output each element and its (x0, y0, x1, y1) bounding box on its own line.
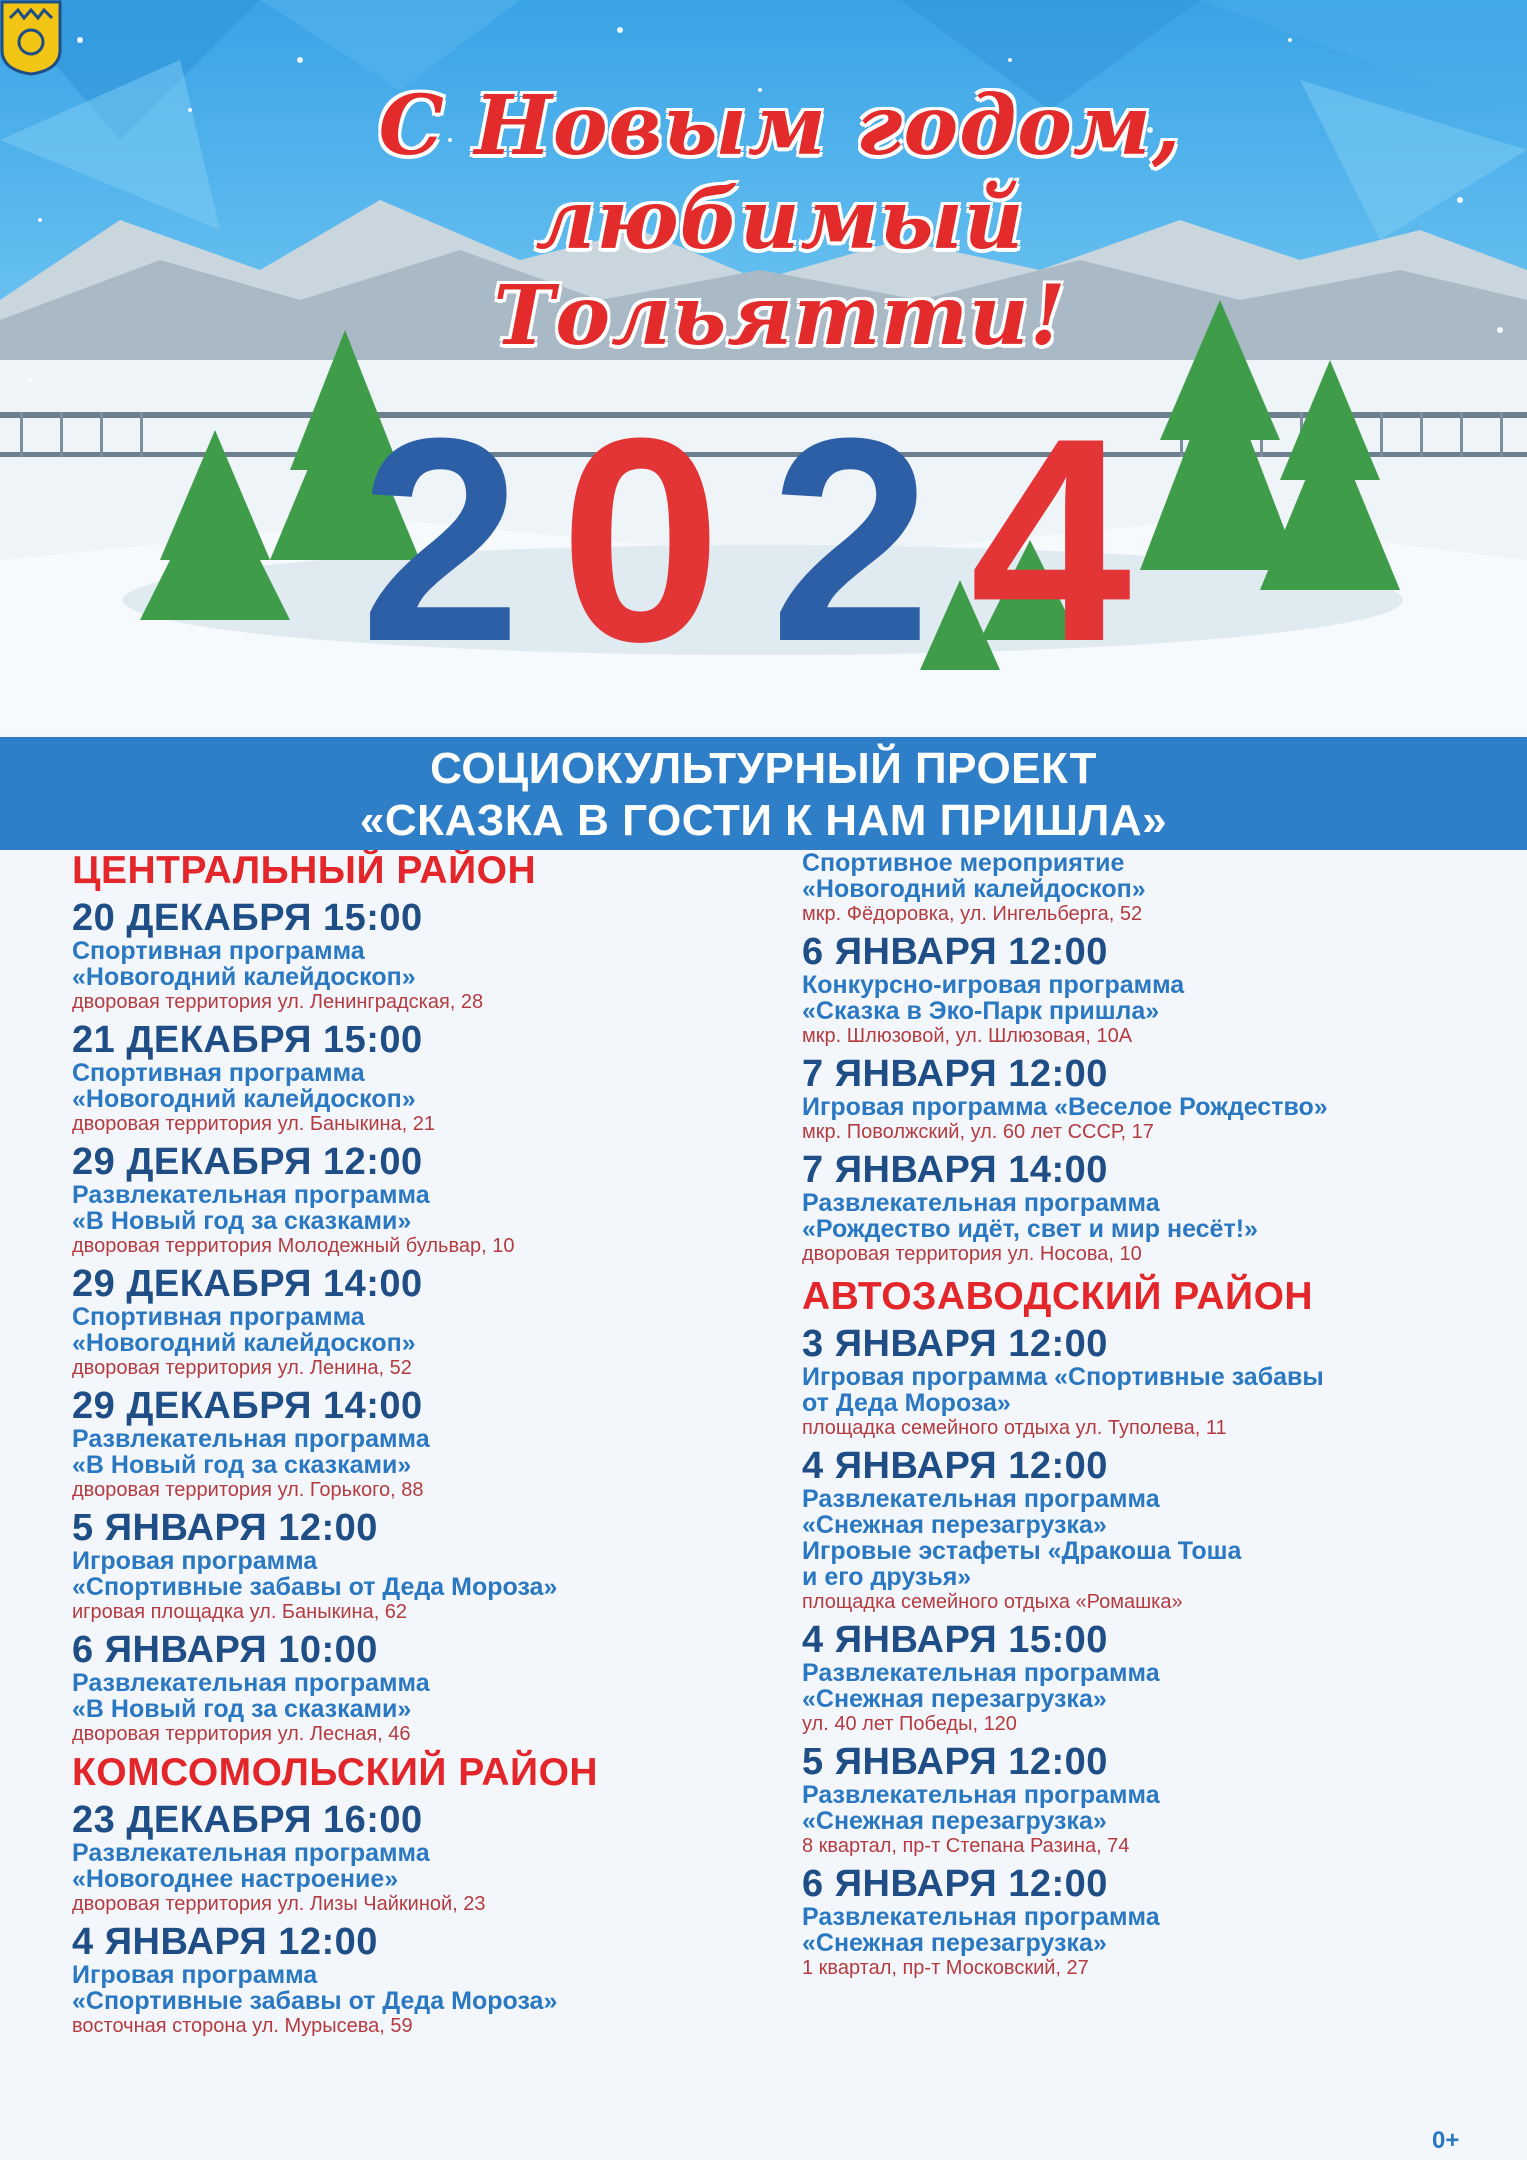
event-place: площадка семейного отдыха «Ромашка» (802, 1591, 1183, 1613)
event-program-line: «Спортивные забавы от Деда Мороза» (72, 1573, 558, 1601)
event-program-line: «В Новый год за сказками» (72, 1451, 412, 1479)
event-date: 5 ЯНВАРЯ 12:00 (72, 1507, 378, 1549)
event-date: 4 ЯНВАРЯ 12:00 (72, 1921, 378, 1963)
schedule (0, 850, 1527, 2160)
event-item (72, 1020, 732, 1136)
event-place: мкр. Фёдоровка, ул. Ингельберга, 52 (802, 903, 1143, 925)
event-program-line: «Сказка в Эко-Парк пришла» (802, 997, 1160, 1025)
event-program-line: Конкурсно-игровая программа (802, 971, 1185, 999)
event-program-line: «Снежная перезагрузка» (802, 1929, 1107, 1957)
event-item (802, 1324, 1502, 1440)
event-place: 8 квартал, пр-т Степана Разина, 74 (802, 1835, 1130, 1857)
year-digit-4: 4 (970, 378, 1132, 702)
event-date: 7 ЯНВАРЯ 12:00 (802, 1053, 1108, 1095)
event-program-line: «Снежная перезагрузка» (802, 1685, 1107, 1713)
event-place: мкр. Поволжский, ул. 60 лет СССР, 17 (802, 1121, 1154, 1143)
event-date: 6 ЯНВАРЯ 10:00 (72, 1629, 378, 1671)
event-program-line: Игровая программа (72, 1961, 318, 1989)
year-digit-2a: 2 (360, 378, 522, 702)
event-program-line: «Новогодний калейдоскоп» (72, 963, 416, 991)
event-item (802, 1742, 1502, 1858)
event-program-line: Игровые эстафеты «Дракоша Тоша (802, 1537, 1242, 1565)
event-program-line: «Рождество идёт, свет и мир несёт!» (802, 1215, 1258, 1243)
event-program-line: Развлекательная программа (802, 1659, 1160, 1687)
event-place: 1 квартал, пр-т Московский, 27 (802, 1957, 1089, 1979)
event-program-line: Игровая программа (72, 1547, 318, 1575)
event-program-line: Спортивная программа (72, 1059, 365, 1087)
event-date: 23 ДЕКАБРЯ 16:00 (72, 1799, 423, 1841)
event-program-line: Развлекательная программа (72, 1425, 430, 1453)
city-emblem-icon (0, 0, 62, 76)
event-list (802, 932, 1502, 1266)
event-place: дворовая территория Молодежный бульвар, 10 (72, 1235, 515, 1257)
event-program-line: «Новогодний калейдоскоп» (72, 1085, 416, 1113)
district-heading: ЦЕНТРАЛЬНЫЙ РАЙОН (72, 850, 537, 892)
hero-illustration (0, 0, 1527, 735)
event-place: мкр. Шлюзовой, ул. Шлюзовая, 10А (802, 1025, 1133, 1047)
event-program-line: Развлекательная программа (802, 1903, 1160, 1931)
event-date: 5 ЯНВАРЯ 12:00 (802, 1741, 1108, 1783)
event-list (802, 1324, 1502, 1980)
event-program-line: «Новогодний калейдоскоп» (802, 875, 1146, 903)
event-item (72, 1508, 732, 1624)
event-program-line: Спортивное мероприятие (802, 850, 1125, 877)
event-place: ул. 40 лет Победы, 120 (802, 1713, 1017, 1735)
event-program-line: «Снежная перезагрузка» (802, 1807, 1107, 1835)
schedule-right-column (802, 850, 1502, 1986)
event-program-line: «Новогодний калейдоскоп» (72, 1329, 416, 1357)
district-heading: АВТОЗАВОДСКИЙ РАЙОН (802, 1275, 1314, 1318)
event-place: восточная сторона ул. Мурысева, 59 (72, 2015, 413, 2037)
event-program-line: Игровая программа «Спортивные забавы (802, 1363, 1324, 1391)
event-date: 7 ЯНВАРЯ 14:00 (802, 1149, 1108, 1191)
event-item (802, 932, 1502, 1048)
event-item (802, 1150, 1502, 1266)
event-place: дворовая территория ул. Ленина, 52 (72, 1357, 412, 1379)
event-program-line: «Снежная перезагрузка» (802, 1511, 1107, 1539)
district-heading: КОМСОМОЛЬСКИЙ РАЙОН (72, 1751, 599, 1794)
event-item (72, 1142, 732, 1258)
event-place: дворовая территория ул. Баныкина, 21 (72, 1113, 436, 1135)
event-list (72, 1800, 732, 2038)
event-item (802, 1054, 1502, 1144)
event-date: 4 ЯНВАРЯ 12:00 (802, 1445, 1108, 1487)
event-place: дворовая территория ул. Носова, 10 (802, 1243, 1142, 1265)
event-item (72, 898, 732, 1014)
event-program-line: «В Новый год за сказками» (72, 1207, 412, 1235)
event-item (72, 1800, 732, 1916)
event-place: игровая площадка ул. Баныкина, 62 (72, 1601, 408, 1623)
event-place: дворовая территория ул. Лесная, 46 (72, 1723, 411, 1745)
event-date: 29 ДЕКАБРЯ 12:00 (72, 1141, 423, 1183)
event-place: дворовая территория ул. Лизы Чайкиной, 23 (72, 1893, 486, 1915)
year-digit-0: 0 (560, 378, 722, 702)
year-digit-2b: 2 (770, 378, 932, 702)
event-program-line: и его друзья» (802, 1563, 972, 1591)
event-program-line: «Спортивные забавы от Деда Мороза» (72, 1987, 558, 2015)
event-item (72, 1922, 732, 2038)
event-place: дворовая территория ул. Горького, 88 (72, 1479, 424, 1501)
project-banner (0, 737, 1527, 850)
event-program-line: Развлекательная программа (802, 1781, 1160, 1809)
banner-line-2: «СКАЗКА В ГОСТИ К НАМ ПРИШЛА» (359, 796, 1168, 845)
event-program-line: Развлекательная программа (802, 1485, 1160, 1513)
age-rating-badge: 0+ (1432, 2127, 1460, 2154)
greeting-line-2: любимый Тольятти! (493, 172, 1067, 364)
event-item (802, 1864, 1502, 1980)
event-date: 21 ДЕКАБРЯ 15:00 (72, 1019, 423, 1061)
event-program-line: Развлекательная программа (72, 1181, 430, 1209)
event-place: дворовая территория ул. Ленинградская, 28 (72, 991, 484, 1013)
event-place: площадка семейного отдыха ул. Туполева, 11 (802, 1417, 1227, 1439)
event-item (802, 1446, 1502, 1614)
greeting-line-1: С Новым годом, (378, 78, 1182, 174)
event-date: 6 ЯНВАРЯ 12:00 (802, 931, 1108, 973)
event-item (72, 1630, 732, 1746)
event-list (72, 898, 732, 1746)
event-item (72, 1386, 732, 1502)
event-program-line: «В Новый год за сказками» (72, 1695, 412, 1723)
event-program-line: Спортивная программа (72, 937, 365, 965)
event-item (72, 1264, 732, 1380)
event-program-line: Развлекательная программа (72, 1839, 430, 1867)
event-item (802, 1620, 1502, 1736)
event-program-line: Игровая программа «Веселое Рождество» (802, 1093, 1328, 1121)
event-date: 29 ДЕКАБРЯ 14:00 (72, 1385, 423, 1427)
schedule-left-column (72, 850, 732, 2044)
event-program-line: от Деда Мороза» (802, 1389, 1011, 1417)
event-date: 20 ДЕКАБРЯ 15:00 (72, 897, 423, 939)
event-program-line: «Новогоднее настроение» (72, 1865, 399, 1893)
event-program-line: Развлекательная программа (72, 1669, 430, 1697)
event-program-line: Спортивная программа (72, 1303, 365, 1331)
banner-line-1: СОЦИОКУЛЬТУРНЫЙ ПРОЕКТ (430, 744, 1097, 793)
event-date: 6 ЯНВАРЯ 12:00 (802, 1863, 1108, 1905)
event-program-line: Развлекательная программа (802, 1189, 1160, 1217)
event-date: 29 ДЕКАБРЯ 14:00 (72, 1263, 423, 1305)
event-date: 4 ЯНВАРЯ 15:00 (802, 1619, 1108, 1661)
event-date: 3 ЯНВАРЯ 12:00 (802, 1323, 1108, 1365)
